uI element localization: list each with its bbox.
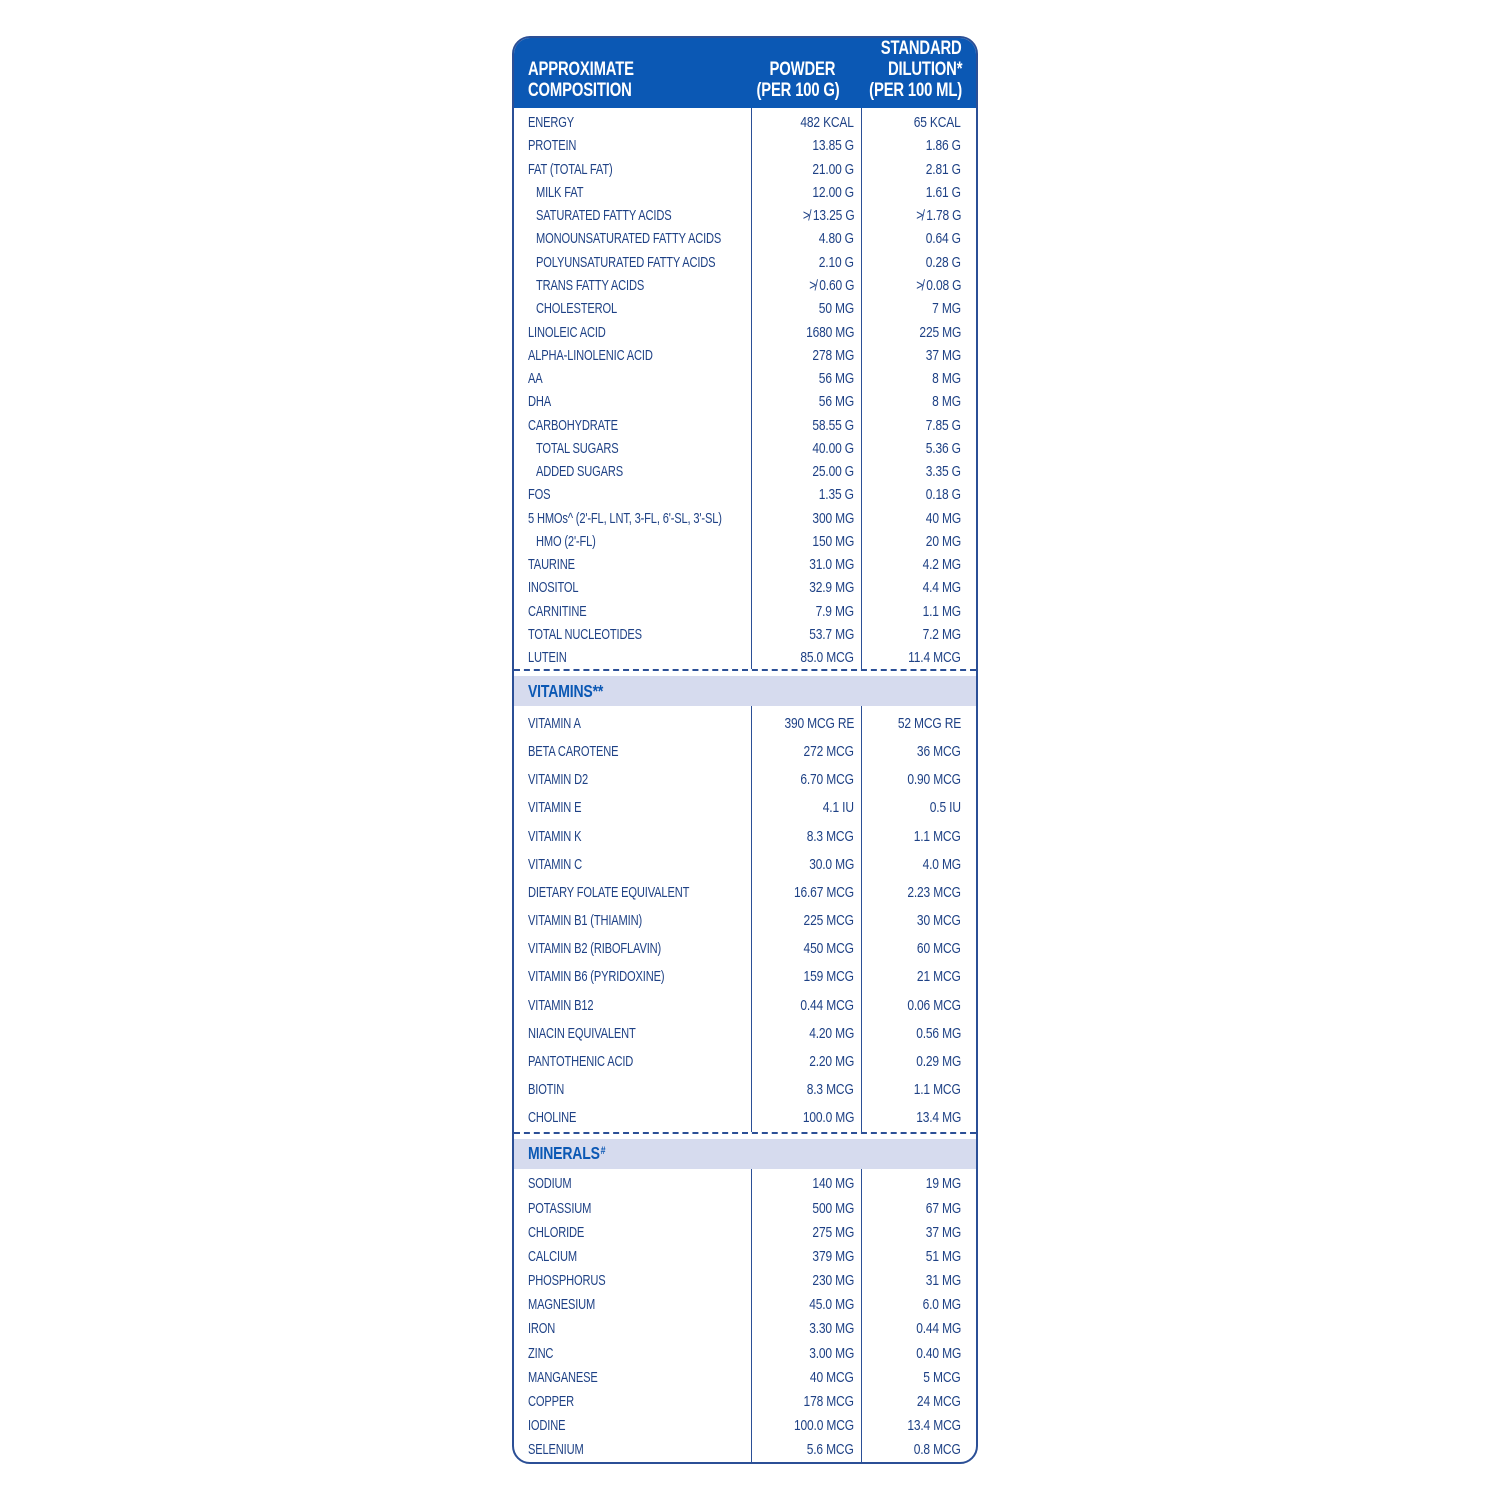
nutrient-row: [514, 274, 976, 297]
powder-value: 45.0 MG: [809, 1296, 854, 1314]
nutrient-label: PANTOTHENIC ACID: [528, 1053, 634, 1070]
section-title: VITAMINS**: [528, 680, 604, 701]
nutrient-row: [514, 1244, 976, 1268]
nutrient-row: [514, 737, 976, 765]
nutrient-label: VITAMIN A: [528, 714, 581, 732]
nutrient-row: [514, 320, 976, 343]
dilution-value: 0.5 IU: [929, 799, 961, 817]
section-title: MINERALS#: [528, 1143, 606, 1164]
nutrient-label: ADDED SUGARS: [536, 463, 624, 481]
dilution-value: 37 MG: [925, 346, 961, 364]
section-title-marker: #: [600, 1145, 606, 1158]
dilution-value: 1.61 G: [925, 183, 961, 201]
nutrient-row: [514, 935, 976, 963]
nutrient-row: [514, 134, 976, 157]
nutrient-label: MILK FAT: [536, 183, 584, 201]
nutrient-row: [514, 1317, 976, 1341]
nutrient-label: ENERGY: [528, 114, 574, 132]
nutrient-label: SODIUM: [528, 1175, 572, 1193]
powder-value: 450 MCG: [803, 940, 854, 958]
nutrient-row: [514, 483, 976, 506]
powder-value: 40 MCG: [810, 1368, 854, 1386]
dilution-value: 51 MG: [925, 1247, 961, 1265]
nutrient-label: COPPER: [528, 1393, 574, 1411]
nutrient-row: [514, 600, 976, 623]
powder-value: 50 MG: [818, 300, 854, 318]
dilution-value: 225 MG: [919, 323, 961, 341]
nutrient-row: [514, 646, 976, 669]
powder-value: 159 MCG: [803, 968, 854, 986]
nutrient-label: ALPHA-LINOLENIC ACID: [528, 346, 653, 364]
powder-value: 25.00 G: [812, 463, 854, 481]
powder-value: 275 MG: [812, 1223, 854, 1241]
dilution-value: 4.4 MG: [922, 579, 961, 597]
nutrient-label: VITAMIN E: [528, 799, 582, 817]
powder-value: 140 MG: [812, 1175, 854, 1193]
dilution-value: 30 MCG: [917, 912, 961, 930]
nutrient-row: [514, 530, 976, 553]
header-composition-line2: COMPOSITION: [528, 80, 632, 101]
dilution-value: 1.86 G: [925, 137, 961, 155]
powder-value: 178 MCG: [803, 1393, 854, 1411]
nutrient-row: [514, 822, 976, 850]
dilution-value: 7 MG: [932, 300, 961, 318]
nutrient-row: [514, 413, 976, 436]
header-dilution-line3: (PER 100 ML): [869, 80, 962, 101]
nutrient-label: BIOTIN: [528, 1081, 565, 1099]
nutrient-label: MONOUNSATURATED FATTY ACIDS: [536, 230, 722, 248]
header-dilution-line1: STANDARD: [881, 38, 962, 59]
dilution-value: 1.1 MCG: [914, 827, 961, 845]
nutrient-row: [514, 507, 976, 530]
nutrient-label: CALCIUM: [528, 1247, 577, 1265]
column-divider: [861, 706, 863, 1132]
powder-value: 6.70 MCG: [800, 771, 854, 789]
nutrient-row: [514, 390, 976, 413]
nutrient-label: FAT (TOTAL FAT): [528, 160, 613, 178]
nutrient-label: MAGNESIUM: [528, 1296, 596, 1314]
powder-value: 225 MCG: [803, 912, 854, 930]
dilution-value: 4.2 MG: [922, 556, 961, 574]
nutrient-label: POLYUNSATURATED FATTY ACIDS: [536, 253, 716, 271]
dilution-value: 60 MCG: [917, 940, 961, 958]
powder-value: 8.3 MCG: [807, 1081, 854, 1099]
powder-value: 4.20 MG: [809, 1024, 854, 1042]
nutrient-label: IODINE: [528, 1417, 566, 1435]
nutrient-label: 5 HMOs^ (2'-FL, LNT, 3-FL, 6'-SL, 3'-SL): [528, 509, 722, 527]
dilution-value: 2.23 MCG: [907, 883, 961, 901]
column-divider: [861, 1169, 863, 1462]
powder-value: 2.10 G: [818, 253, 854, 271]
table-body: [514, 108, 976, 1462]
powder-value: 30.0 MG: [809, 855, 854, 873]
column-divider: [751, 108, 753, 669]
column-divider: [751, 706, 753, 1132]
nutrient-row: [514, 181, 976, 204]
dilution-value: 0.90 MCG: [907, 771, 961, 789]
dilution-value: 0.8 MCG: [914, 1441, 961, 1459]
nutrient-row: [514, 794, 976, 822]
powder-value: 150 MG: [812, 532, 854, 550]
section-band: [514, 676, 976, 706]
dilution-value: 5 MCG: [923, 1368, 961, 1386]
nutrient-row: [514, 204, 976, 227]
nutrient-row: [514, 850, 976, 878]
nutrient-row: [514, 1019, 976, 1047]
header-composition-line1: APPROXIMATE: [528, 59, 634, 80]
nutrient-row: [514, 111, 976, 134]
nutrient-label: ZINC: [528, 1344, 554, 1362]
dilution-value: 8 MG: [932, 393, 961, 411]
nutrient-label: NIACIN EQUIVALENT: [528, 1024, 636, 1042]
dilution-value: 5.36 G: [925, 439, 961, 457]
dilution-value: 19 MG: [925, 1175, 961, 1193]
nutrient-row: [514, 1220, 976, 1244]
header-dilution-line2: DILUTION*: [887, 59, 962, 80]
dilution-value: 24 MCG: [917, 1393, 961, 1411]
dilution-value: ≯ 0.08 G: [915, 276, 961, 294]
header-col-dilution: [843, 38, 976, 101]
nutrient-label: FOS: [528, 486, 551, 504]
nutrient-row: [514, 367, 976, 390]
dilution-value: 3.35 G: [925, 463, 961, 481]
section-divider: [514, 1132, 976, 1139]
nutrient-row: [514, 878, 976, 906]
powder-value: 56 MG: [818, 393, 854, 411]
nutrient-label: MANGANESE: [528, 1368, 598, 1386]
nutrient-label: IRON: [528, 1320, 556, 1338]
dilution-value: 37 MG: [925, 1223, 961, 1241]
nutrient-label: VITAMIN D2: [528, 771, 588, 789]
nutrient-row: [514, 1172, 976, 1196]
dilution-value: 2.81 G: [925, 160, 961, 178]
nutrient-row: [514, 1293, 976, 1317]
dilution-value: 21 MCG: [917, 968, 961, 986]
header-col-composition: [514, 59, 733, 101]
dilution-value: 7.2 MG: [922, 625, 961, 643]
powder-value: 390 MCG RE: [784, 714, 854, 732]
dilution-value: 6.0 MG: [922, 1296, 961, 1314]
nutrient-row: [514, 1196, 976, 1220]
nutrient-label: POTASSIUM: [528, 1199, 592, 1217]
powder-value: 1680 MG: [805, 323, 854, 341]
powder-value: 300 MG: [812, 509, 854, 527]
nutrient-row: [514, 553, 976, 576]
powder-value: 16.67 MCG: [794, 883, 854, 901]
column-divider: [751, 1169, 753, 1462]
nutrient-row: [514, 1438, 976, 1462]
nutrient-row: [514, 1414, 976, 1438]
nutrient-row: [514, 1389, 976, 1413]
nutrient-row: [514, 158, 976, 181]
nutrient-row: [514, 460, 976, 483]
powder-value: 31.0 MG: [809, 556, 854, 574]
nutrient-row: [514, 991, 976, 1019]
column-divider: [861, 108, 863, 669]
section-rows: [514, 108, 976, 669]
powder-value: ≯ 0.60 G: [808, 276, 854, 294]
nutrient-row: [514, 437, 976, 460]
nutrient-label: TOTAL SUGARS: [536, 439, 619, 457]
nutrient-row: [514, 251, 976, 274]
powder-value: 379 MG: [812, 1247, 854, 1265]
powder-value: 13.85 G: [812, 137, 854, 155]
nutrition-facts-panel: [512, 36, 978, 1464]
powder-value: 230 MG: [812, 1272, 854, 1290]
powder-value: 32.9 MG: [809, 579, 854, 597]
nutrient-label: TRANS FATTY ACIDS: [536, 276, 645, 294]
nutrient-label: LUTEIN: [528, 649, 567, 667]
nutrient-row: [514, 344, 976, 367]
powder-value: 1.35 G: [818, 486, 854, 504]
dilution-value: 1.1 MCG: [914, 1081, 961, 1099]
nutrient-label: TAURINE: [528, 556, 575, 574]
nutrient-row: [514, 766, 976, 794]
nutrient-row: [514, 623, 976, 646]
dilution-value: 0.44 MG: [916, 1320, 961, 1338]
nutrient-label: VITAMIN B6 (PYRIDOXINE): [528, 968, 665, 986]
nutrient-label: SATURATED FATTY ACIDS: [536, 207, 672, 225]
dilution-value: 13.4 MCG: [907, 1417, 961, 1435]
nutrient-row: [514, 1104, 976, 1132]
dilution-value: 67 MG: [925, 1199, 961, 1217]
section-divider: [514, 669, 976, 676]
powder-value: 12.00 G: [812, 183, 854, 201]
section-rows: [514, 706, 976, 1132]
nutrient-label: VITAMIN B12: [528, 996, 594, 1014]
nutrient-row: [514, 1076, 976, 1104]
powder-value: 0.44 MCG: [800, 996, 854, 1014]
dilution-value: 13.4 MG: [916, 1109, 961, 1127]
nutrient-label: DHA: [528, 393, 551, 411]
header-powder-line1: POWDER: [769, 59, 835, 80]
dilution-value: ≯ 1.78 G: [915, 207, 961, 225]
dilution-value: 0.29 MG: [916, 1053, 961, 1070]
nutrient-label: VITAMIN C: [528, 855, 582, 873]
nutrient-row: [514, 1341, 976, 1365]
dilution-value: 65 KCAL: [914, 114, 961, 132]
nutrient-row: [514, 227, 976, 250]
dilution-value: 0.06 MCG: [907, 996, 961, 1014]
nutrient-label: CARNITINE: [528, 602, 587, 620]
powder-value: 3.00 MG: [809, 1344, 854, 1362]
header-col-powder: [733, 59, 843, 101]
nutrient-label: VITAMIN B1 (THIAMIN): [528, 912, 643, 930]
dilution-value: 0.56 MG: [916, 1024, 961, 1042]
nutrient-label: VITAMIN B2 (RIBOFLAVIN): [528, 940, 662, 958]
powder-value: 2.20 MG: [809, 1053, 854, 1070]
nutrient-label: PHOSPHORUS: [528, 1272, 606, 1290]
powder-value: 85.0 MCG: [800, 649, 854, 667]
dilution-value: 1.1 MG: [922, 602, 961, 620]
dilution-value: 0.40 MG: [916, 1344, 961, 1362]
dilution-value: 36 MCG: [917, 742, 961, 760]
nutrient-label: CHOLESTEROL: [536, 300, 618, 318]
powder-value: 272 MCG: [803, 742, 854, 760]
nutrient-label: CHLORIDE: [528, 1223, 585, 1241]
dilution-value: 11.4 MCG: [908, 649, 961, 667]
nutrient-label: DIETARY FOLATE EQUIVALENT: [528, 883, 690, 901]
powder-value: ≯ 13.25 G: [802, 207, 854, 225]
section-band: [514, 1139, 976, 1169]
nutrient-row: [514, 906, 976, 934]
dilution-value: 8 MG: [932, 370, 961, 388]
nutrient-label: LINOLEIC ACID: [528, 323, 606, 341]
nutrient-label: CHOLINE: [528, 1109, 577, 1127]
dilution-value: 0.18 G: [925, 486, 961, 504]
nutrient-label: VITAMIN K: [528, 827, 582, 845]
powder-value: 53.7 MG: [809, 625, 854, 643]
powder-value: 3.30 MG: [809, 1320, 854, 1338]
powder-value: 4.1 IU: [822, 799, 854, 817]
powder-value: 482 KCAL: [800, 114, 854, 132]
dilution-value: 40 MG: [925, 509, 961, 527]
nutrient-label: CARBOHYDRATE: [528, 416, 618, 434]
table-header: [514, 38, 976, 108]
powder-value: 21.00 G: [812, 160, 854, 178]
dilution-value: 52 MCG RE: [897, 714, 961, 732]
powder-value: 100.0 MG: [802, 1109, 854, 1127]
powder-value: 7.9 MG: [815, 602, 854, 620]
dilution-value: 4.0 MG: [922, 855, 961, 873]
nutrient-label: AA: [528, 370, 543, 388]
nutrient-label: PROTEIN: [528, 137, 577, 155]
nutrient-row: [514, 1047, 976, 1075]
dilution-value: 20 MG: [925, 532, 961, 550]
section-rows: [514, 1169, 976, 1462]
nutrient-label: HMO (2'-FL): [536, 532, 596, 550]
nutrient-row: [514, 963, 976, 991]
nutrient-label: BETA CAROTENE: [528, 742, 619, 760]
nutrient-row: [514, 1365, 976, 1389]
nutrient-row: [514, 576, 976, 599]
powder-value: 278 MG: [812, 346, 854, 364]
powder-value: 58.55 G: [812, 416, 854, 434]
dilution-value: 0.64 G: [925, 230, 961, 248]
dilution-value: 7.85 G: [925, 416, 961, 434]
powder-value: 100.0 MCG: [794, 1417, 854, 1435]
nutrient-row: [514, 709, 976, 737]
powder-value: 56 MG: [818, 370, 854, 388]
powder-value: 5.6 MCG: [807, 1441, 854, 1459]
nutrient-label: SELENIUM: [528, 1441, 584, 1459]
dilution-value: 31 MG: [925, 1272, 961, 1290]
powder-value: 4.80 G: [818, 230, 854, 248]
nutrient-row: [514, 1269, 976, 1293]
nutrient-label: INOSITOL: [528, 579, 579, 597]
nutrient-label: TOTAL NUCLEOTIDES: [528, 625, 642, 643]
powder-value: 40.00 G: [812, 439, 854, 457]
powder-value: 500 MG: [812, 1199, 854, 1217]
header-powder-line2: (PER 100 G): [756, 80, 840, 101]
dilution-value: 0.28 G: [925, 253, 961, 271]
nutrient-row: [514, 297, 976, 320]
powder-value: 8.3 MCG: [807, 827, 854, 845]
